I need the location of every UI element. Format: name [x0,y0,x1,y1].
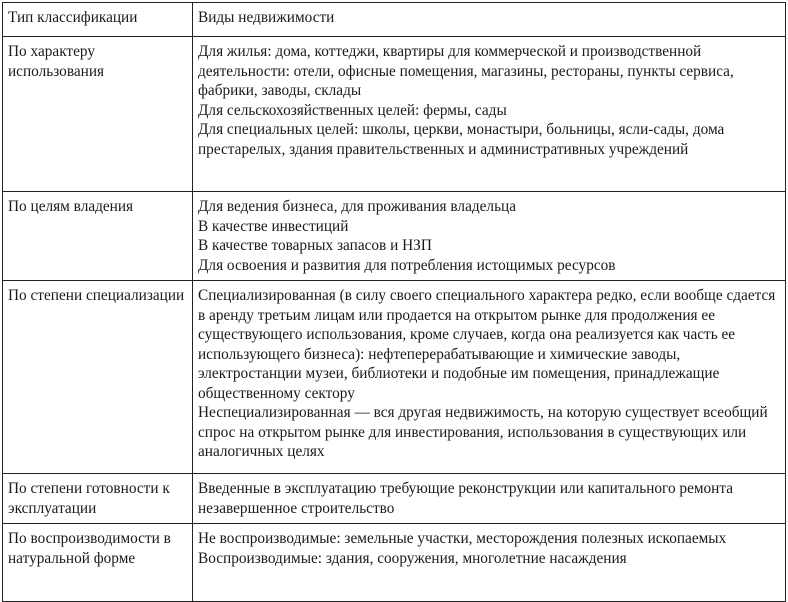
property-kind-item: Для специальных целей: школы, церкви, монастыри, больницы, ясли-сады, дома престарелых, здания правительственных и административных учреждений [198,121,725,158]
column-header-property-kinds: Виды недвижимости [193,3,786,37]
classification-type-cell: По воспроизводимости в натуральной форме [3,524,193,602]
column-header-classification-type: Тип классификации [3,3,193,37]
property-kind-item: Не воспроизводимые: земельные участки, месторождения полезных ископаемых [198,530,727,547]
property-kind-item: В качестве товарных запасов и НЗП [198,237,432,254]
property-kinds-cell [193,524,786,602]
table-row-ownership [3,192,786,281]
table-row-usage [3,37,786,192]
property-kind-item: Специализированная (в силу своего специального характера редко, если вообще сдается в аренду третьим лицам или продается на открытом рынке для продолжения ее существующего использования, кроме случаев, когда она реализуется как часть ее использующего бизнеса): нефтеперерабатывающие и химические заводы, электростанции музеи, библиотеки и подобные им помещения, принадлежащие общественному сектору [198,287,776,402]
property-kind-item: Неспециализированная — вся другая недвижимость, на которую существует всеобщий спрос на открытом рынке для инвестирования, использования в существующих или аналогичных целях [198,404,768,460]
property-kind-item: Для ведения бизнеса, для проживания владельца [198,198,517,215]
table-row-specialization [3,281,786,474]
property-kind-item: Для жилья: дома, коттеджи, квартиры для коммерческой и производственной деятельности: отели, офисные помещения, магазины, рестораны, пункты сервиса, фабрики, заводы, склады [198,43,734,99]
property-kinds-cell [193,474,786,524]
property-kinds-cell [193,192,786,281]
property-kind-item: Для сельскохозяйственных целей: фермы, сады [198,101,507,119]
table-header-row [3,3,786,37]
property-kinds-cell [193,281,786,474]
property-kind-item: Для освоения и развития для потребления истощимых ресурсов [198,256,616,274]
property-kinds-cell [193,37,786,192]
classification-type-cell: По степени готовности к эксплуатации [3,474,193,524]
table-row-readiness [3,474,786,524]
property-kind-item: В качестве инвестиций [198,217,349,235]
classification-type-cell: По степени специализации [3,281,193,474]
classification-type-cell: По характеру использования [3,37,193,192]
property-kind-item: Введенные в эксплуатацию требующие реконструкции или капитального ремонта незавершенное строительство [198,480,734,517]
classification-type-cell: По целям владения [3,192,193,281]
property-kind-item: Воспроизводимые: здания, сооружения, многолетние насаждения [198,549,627,567]
classification-table [2,2,786,602]
table-row-reproducibility [3,524,786,602]
